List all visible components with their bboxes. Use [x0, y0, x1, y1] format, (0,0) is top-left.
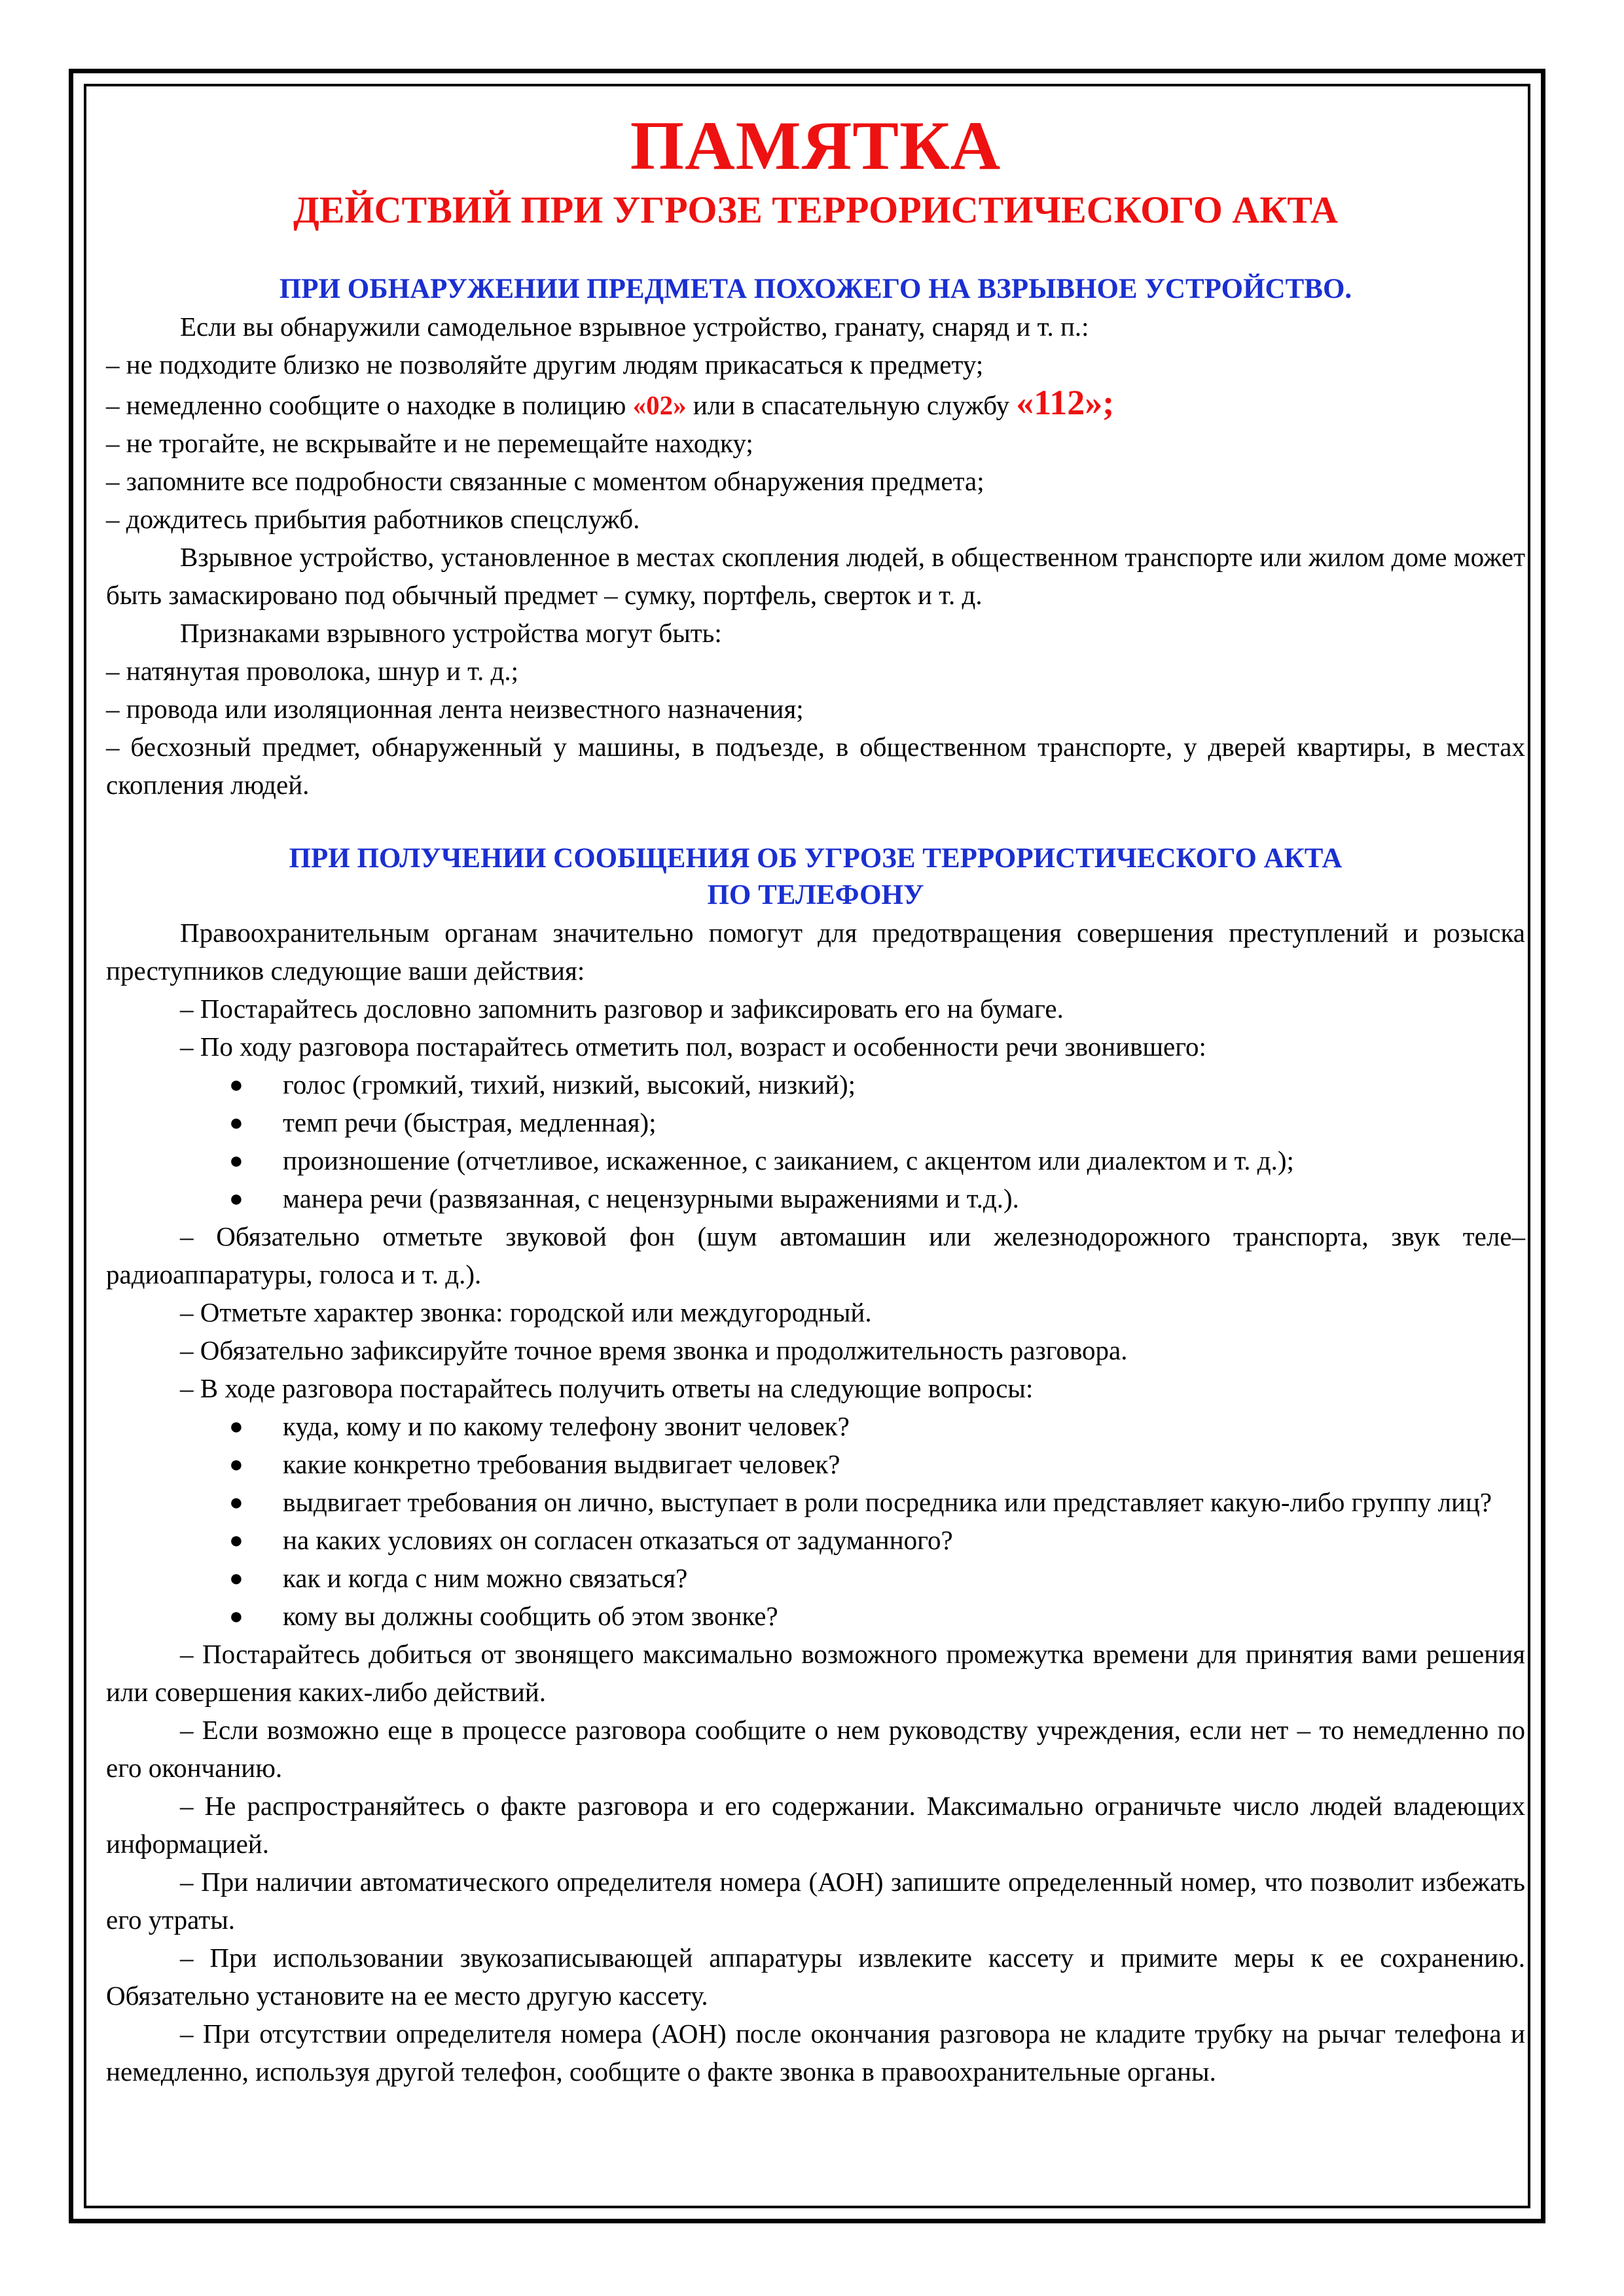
list-item: [229, 1066, 1525, 1103]
list-item: [229, 1559, 1525, 1597]
bullet-icon: ●: [229, 1147, 244, 1174]
list-item: [229, 1141, 1525, 1179]
bullet-icon: ●: [229, 1527, 244, 1553]
bullet-icon: ●: [229, 1185, 244, 1211]
document-body: [106, 98, 1525, 2090]
section2-step: – Если возможно еще в процессе разговора сообщите о нем руководству учреждения, если нет – то немедленно по его окончанию.: [106, 1715, 1525, 1783]
section2-step: – При наличии автоматического определителя номера (АОН) запишите определенный номер, что позволит избежать его утраты.: [106, 1867, 1525, 1935]
section2-heading-line2: ПО ТЕЛЕФОНУ: [707, 880, 924, 910]
section1-item: – не подходите близко не позволяйте другим людям прикасаться к предмету;: [106, 350, 984, 380]
bullet-icon: ●: [229, 1109, 244, 1136]
list-item: [229, 1103, 1525, 1141]
questions-list: [106, 1407, 1525, 1635]
speech-features-list: [106, 1066, 1525, 1217]
list-item-text: темп речи (быстрая, медленная);: [283, 1107, 657, 1138]
section1-item-report: [106, 384, 1525, 424]
list-item: [229, 1597, 1525, 1635]
section1-sign: – бесхозный предмет, обнаруженный у машины, в подъезде, в общественном транспорте, у дверей квартиры, в местах скопления людей.: [106, 732, 1525, 800]
section1-sign: – провода или изоляционная лента неизвестного назначения;: [106, 694, 804, 724]
list-item: [229, 1179, 1525, 1217]
section1-item: – дождитесь прибытия работников спецслужб.: [106, 504, 640, 534]
list-item: [229, 1483, 1525, 1521]
list-item: [229, 1445, 1525, 1483]
section1-heading: ПРИ ОБНАРУЖЕНИИ ПРЕДМЕТА ПОХОЖЕГО НА ВЗРЫВНОЕ УСТРОЙСТВО.: [279, 274, 1352, 304]
section2-step: – Не распространяйтесь о факте разговора и его содержании. Максимально ограничьте число людей владеющих информацией.: [106, 1791, 1525, 1859]
section2-step: – Постарайтесь добиться от звонящего максимально возможного промежутка времени для принятия вами решения или совершения каких-либо действий.: [106, 1639, 1525, 1707]
section1-paragraph: Признаками взрывного устройства могут быть:: [180, 618, 722, 648]
page-title: ПАМЯТКА: [630, 107, 1001, 184]
list-item-text: куда, кому и по какому телефону звонит человек?: [283, 1411, 850, 1441]
section1-sign: – натянутая проволока, шнур и т. д.;: [106, 656, 518, 686]
section2-step: – По ходу разговора постарайтесь отметить пол, возраст и особенности речи звонившего:: [180, 1031, 1206, 1062]
bullet-icon: ●: [229, 1489, 244, 1515]
section2-step: – Отметьте характер звонка: городской или междугородный.: [180, 1297, 872, 1327]
list-item-text: на каких условиях он согласен отказаться от задуманного?: [283, 1525, 953, 1555]
report-text-1: – немедленно сообщите о находке в полицию: [106, 390, 633, 420]
section1-item: – не трогайте, не вскрывайте и не перемещайте находку;: [106, 428, 753, 458]
list-item-text: выдвигает требования он лично, выступает в роли посредника или представляет какую-либо группу лиц?: [283, 1487, 1492, 1517]
bullet-icon: ●: [229, 1071, 244, 1098]
section2-heading: [106, 840, 1525, 914]
list-item: [229, 1521, 1525, 1559]
section1-intro: Если вы обнаружили самодельное взрывное устройство, гранату, снаряд и т. п.:: [180, 312, 1089, 342]
list-item: [229, 1407, 1525, 1445]
rescue-number: «112»;: [1016, 383, 1115, 422]
bullet-icon: ●: [229, 1451, 244, 1477]
section2-heading-line1: ПРИ ПОЛУЧЕНИИ СООБЩЕНИЯ ОБ УГРОЗЕ ТЕРРОРИСТИЧЕСКОГО АКТА: [289, 843, 1343, 874]
list-item-text: кому вы должны сообщить об этом звонке?: [283, 1601, 778, 1631]
list-item-text: манера речи (развязанная, с нецензурными выражениями и т.д.).: [283, 1183, 1019, 1213]
section2-intro: Правоохранительным органам значительно помогут для предотвращения совершения преступлений и розыска преступников следующие ваши действия:: [106, 918, 1525, 986]
section2-step: – При отсутствии определителя номера (АОН) после окончания разговора не кладите трубку на рычаг телефона и немедленно, используя другой телефон, сообщите о факте звонка в правоохранительные органы.: [106, 2018, 1525, 2087]
section2-step: – При использовании звукозаписывающей аппаратуры извлеките кассету и примите меры к ее сохранению. Обязательно установите на ее место другую кассету.: [106, 1943, 1525, 2011]
bullet-icon: ●: [229, 1603, 244, 1629]
section2-step: – Постарайтесь дословно запомнить разговор и зафиксировать его на бумаге.: [180, 994, 1064, 1024]
bullet-icon: ●: [229, 1413, 244, 1439]
list-item-text: как и когда с ним можно связаться?: [283, 1563, 688, 1593]
list-item-text: голос (громкий, тихий, низкий, высокий, низкий);: [283, 1069, 856, 1100]
report-text-2: или в спасательную службу: [686, 390, 1017, 420]
section2-step: – В ходе разговора постарайтесь получить ответы на следующие вопросы:: [180, 1373, 1034, 1403]
section2-step: – Обязательно отметьте звуковой фон (шум автомашин или железнодорожного транспорта, звук теле–радиоаппаратуры, голоса и т. д.).: [106, 1221, 1525, 1289]
page-subtitle: ДЕЙСТВИЙ ПРИ УГРОЗЕ ТЕРРОРИСТИЧЕСКОГО АКТА: [293, 188, 1339, 231]
section2-step: – Обязательно зафиксируйте точное время звонка и продолжительность разговора.: [180, 1335, 1128, 1365]
section1-paragraph: Взрывное устройство, установленное в местах скопления людей, в общественном транспорте или жилом доме может быть замаскировано под обычный предмет – сумку, портфель, сверток и т. д.: [106, 542, 1525, 610]
list-item-text: какие конкретно требования выдвигает человек?: [283, 1449, 840, 1479]
section1-item: – запомните все подробности связанные с моментом обнаружения предмета;: [106, 466, 984, 496]
bullet-icon: ●: [229, 1565, 244, 1591]
list-item-text: произношение (отчетливое, искаженное, с заиканием, с акцентом или диалектом и т. д.);: [283, 1145, 1294, 1175]
police-number: «02»: [632, 390, 687, 420]
